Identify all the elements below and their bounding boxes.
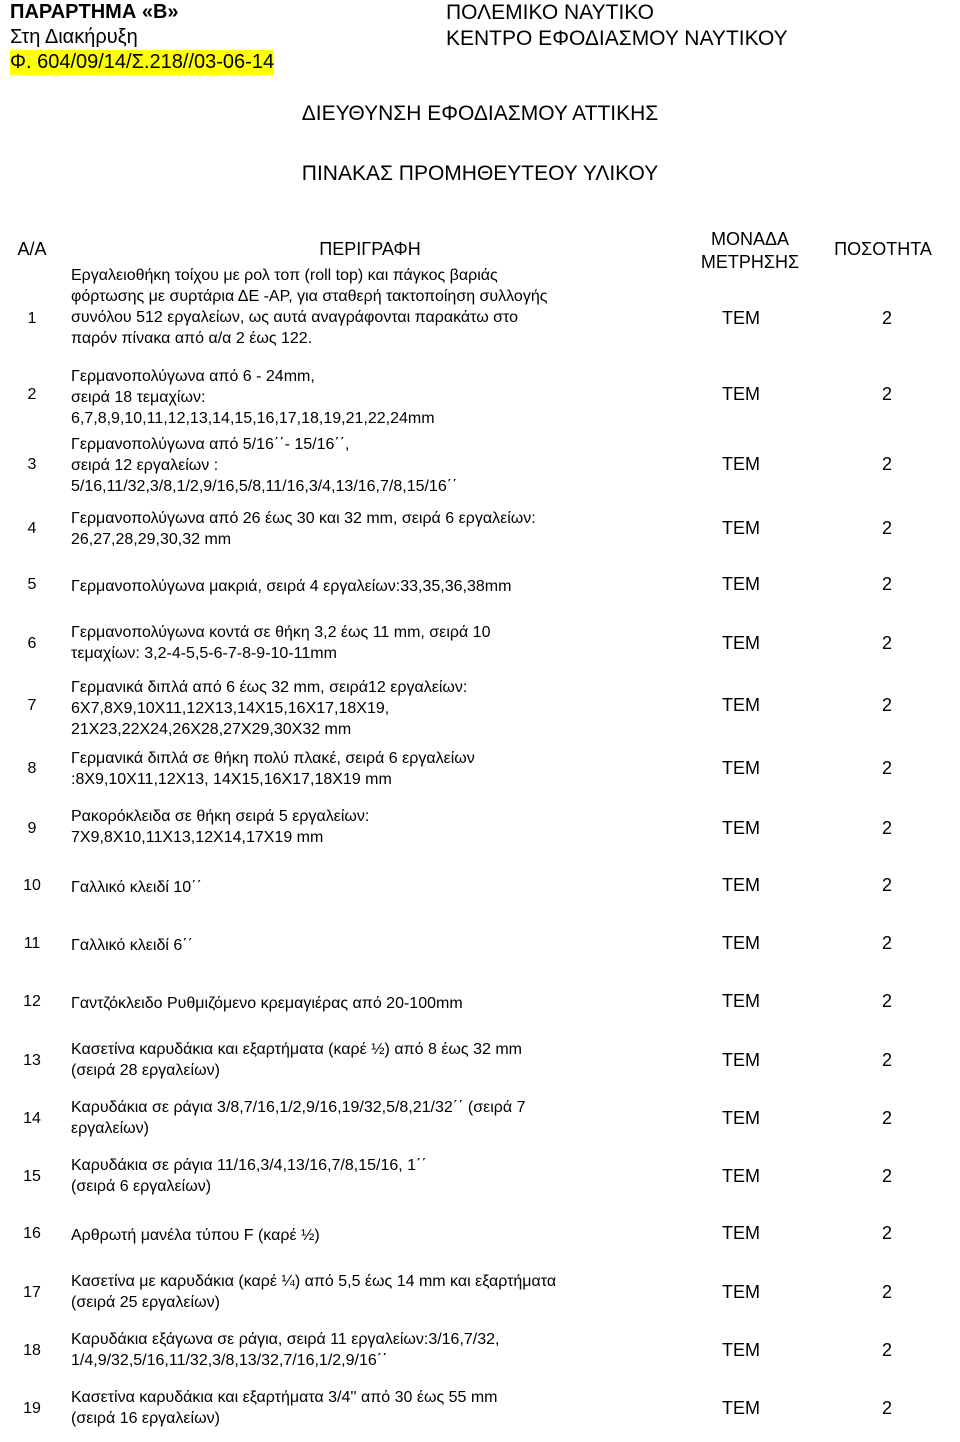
- row-number: 5: [27, 576, 37, 593]
- row-unit: ΤΕΜ: [722, 695, 760, 715]
- row-quantity: 2: [882, 1050, 893, 1070]
- row-quantity: 2: [882, 633, 893, 653]
- row-description-line: Γερμανοπολύγωνα κοντά σε θήκη 3,2 έως 11 mm, σειρά 10: [71, 624, 491, 641]
- row-description-line: 6,7,8,9,10,11,12,13,14,15,16,17,18,19,21,22,24mm: [71, 410, 435, 427]
- row-quantity: 2: [882, 875, 893, 895]
- row-description-line: Καρυδάκια σε ράγια 11/16,3/4,13/16,7/8,15/16, 1΄΄: [71, 1157, 427, 1174]
- row-unit: ΤΕΜ: [722, 1108, 760, 1128]
- row-description-line: 1/4,9/32,5/16,11/32,3/8,13/32,7/16,1/2,9/16΄΄: [71, 1352, 388, 1369]
- row-unit: ΤΕΜ: [722, 1282, 760, 1302]
- row-description: [71, 1039, 671, 1081]
- row-quantity: 2: [882, 1223, 893, 1243]
- row-unit: ΤΕΜ: [722, 1398, 760, 1418]
- row-number: 11: [23, 935, 41, 952]
- row-description: [71, 806, 671, 848]
- row-description-line: (σειρά 6 εργαλείων): [71, 1178, 212, 1195]
- row-quantity: 2: [882, 454, 893, 474]
- supply-center-label: ΚΕΝΤΡΟ ΕΦΟΔΙΑΣΜΟΥ ΝΑΥΤΙΚΟΥ: [446, 27, 788, 50]
- row-description-line: 5/16,11/32,3/8,1/2,9/16,5/8,11/16,3/4,13/16,7/8,15/16΄΄: [71, 478, 458, 495]
- direction-title: ΔΙΕΥΘΥΝΣΗ ΕΦΟΔΙΑΣΜΟΥ ΑΤΤΙΚΗΣ: [301, 102, 659, 125]
- row-description-line: (σειρά 16 εργαλείων): [71, 1410, 220, 1427]
- row-description-line: Κασετίνα με καρυδάκια (καρέ ¼) από 5,5 έως 14 mm και εξαρτήματα: [71, 1273, 557, 1290]
- row-number: 19: [23, 1400, 41, 1417]
- navy-label: ΠΟΛΕΜΙΚΟ ΝΑΥΤΙΚΟ: [446, 1, 654, 24]
- row-description: [71, 576, 671, 597]
- row-description: [71, 1225, 671, 1246]
- row-number: 16: [23, 1225, 41, 1242]
- row-description-line: :8X9,10X11,12X13, 14X15,16X17,18X19 mm: [71, 771, 392, 788]
- document-header-left: [10, 0, 274, 75]
- row-number: 1: [27, 310, 37, 327]
- row-unit: ΤΕΜ: [722, 991, 760, 1011]
- row-description-line: συνόλου 512 εργαλείων, ως αυτά αναγράφονται παρακάτω στο: [71, 309, 519, 326]
- row-description-line: Γερμανικά διπλά από 6 έως 32 mm, σειρά12 εργαλείων:: [71, 679, 468, 696]
- row-unit: ΤΕΜ: [722, 384, 760, 404]
- row-description-line: Εργαλειοθήκη τοίχου με ρολ τοπ (roll top) και πάγκος βαριάς: [71, 267, 498, 284]
- row-unit: ΤΕΜ: [722, 1050, 760, 1070]
- row-description-line: Γερμανοπολύγωνα από 6 - 24mm,: [71, 368, 315, 385]
- row-description: [71, 622, 671, 664]
- row-description: [71, 265, 671, 349]
- row-number: 3: [27, 456, 37, 473]
- row-description-line: Γαλλικό κλειδί 10΄΄: [71, 879, 202, 896]
- row-quantity: 2: [882, 574, 893, 594]
- row-number: 10: [23, 877, 41, 894]
- row-quantity: 2: [882, 1282, 893, 1302]
- row-description-line: Κασετίνα καρυδάκια και εξαρτήματα 3/4'' από 30 έως 55 mm: [71, 1389, 498, 1406]
- row-description: [71, 1329, 671, 1371]
- row-number: 12: [23, 993, 41, 1010]
- row-description-line: Γερμανοπολύγωνα από 5/16΄΄- 15/16΄΄,: [71, 436, 350, 453]
- row-quantity: 2: [882, 818, 893, 838]
- row-description: [71, 1387, 671, 1429]
- row-number: 17: [23, 1284, 41, 1301]
- row-description: [71, 366, 671, 429]
- row-description-line: 26,27,28,29,30,32 mm: [71, 531, 232, 548]
- row-unit: ΤΕΜ: [722, 933, 760, 953]
- row-description: [71, 508, 671, 550]
- row-quantity: 2: [882, 991, 893, 1011]
- row-unit: ΤΕΜ: [722, 818, 760, 838]
- row-quantity: 2: [882, 1166, 893, 1186]
- row-description: [71, 677, 671, 740]
- row-unit: ΤΕΜ: [722, 454, 760, 474]
- column-header-aa: Α/Α: [17, 239, 47, 259]
- row-description-line: Κασετίνα καρυδάκια και εξαρτήματα (καρέ ½) από 8 έως 32 mm: [71, 1041, 522, 1058]
- row-quantity: 2: [882, 758, 893, 778]
- row-unit: ΤΕΜ: [722, 758, 760, 778]
- row-description-line: (σειρά 25 εργαλείων): [71, 1294, 220, 1311]
- row-quantity: 2: [882, 1108, 893, 1128]
- row-description-line: Γαλλικό κλειδί 6΄΄: [71, 937, 193, 954]
- row-description-line: Γαντζόκλειδο Ρυθμιζόμενο κρεμαγιέρας από 20-100mm: [71, 995, 463, 1012]
- row-description-line: σειρά 12 εργαλείων :: [71, 457, 219, 474]
- row-description-line: Γερμανικά διπλά σε θήκη πολύ πλακέ, σειρά 6 εργαλείων: [71, 750, 475, 767]
- row-number: 18: [23, 1342, 41, 1359]
- row-quantity: 2: [882, 695, 893, 715]
- reference-number: Φ. 604/09/14/Σ.218//03-06-14: [10, 51, 275, 73]
- column-header-quantity: ΠΟΣΟΤΗΤΑ: [834, 239, 932, 259]
- row-unit: ΤΕΜ: [722, 518, 760, 538]
- row-description-line: 7X9,8X10,11X13,12X14,17X19 mm: [71, 829, 324, 846]
- row-description-line: Ρακορόκλειδα σε θήκη σειρά 5 εργαλείων:: [71, 808, 370, 825]
- row-number: 13: [23, 1052, 41, 1069]
- row-unit: ΤΕΜ: [722, 574, 760, 594]
- row-description-line: Καρυδάκια σε ράγια 3/8,7/16,1/2,9/16,19/32,5/8,21/32΄΄ (σειρά 7: [71, 1099, 526, 1116]
- row-description: [71, 1271, 671, 1313]
- row-description: [71, 1097, 671, 1139]
- row-description-line: (σειρά 28 εργαλείων): [71, 1062, 220, 1079]
- row-quantity: 2: [882, 1340, 893, 1360]
- row-description: [71, 748, 671, 790]
- row-number: 15: [23, 1168, 41, 1185]
- document-header-right: [446, 0, 788, 52]
- row-description-line: Γερμανοπολύγωνα από 26 έως 30 και 32 mm, σειρά 6 εργαλείων:: [71, 510, 536, 527]
- row-description-line: Αρθρωτή μανέλα τύπου F (καρέ ½): [71, 1227, 320, 1244]
- row-number: 14: [23, 1110, 41, 1127]
- row-number: 4: [27, 520, 37, 537]
- row-description-line: παρόν πίνακα από α/α 2 έως 122.: [71, 330, 313, 347]
- table-title: ΠΙΝΑΚΑΣ ΠΡΟΜΗΘΕΥΤΕΟΥ ΥΛΙΚΟΥ: [301, 162, 659, 185]
- row-unit: ΤΕΜ: [722, 633, 760, 653]
- row-unit: ΤΕΜ: [722, 1340, 760, 1360]
- row-description: [71, 935, 671, 956]
- declaration-label: Στη Διακήρυξη: [10, 26, 138, 48]
- row-description-line: 6X7,8X9,10X11,12X13,14X15,16X17,18X19,: [71, 700, 390, 717]
- column-header-unit-line1: ΜΟΝΑΔΑ: [710, 229, 790, 249]
- row-quantity: 2: [882, 308, 893, 328]
- row-number: 6: [27, 635, 37, 652]
- column-header-description: ΠΕΡΙΓΡΑΦΗ: [319, 239, 421, 259]
- row-unit: ΤΕΜ: [722, 308, 760, 328]
- row-unit: ΤΕΜ: [722, 1223, 760, 1243]
- row-description-line: 21X23,22X24,26X28,27X29,30X32 mm: [71, 721, 352, 738]
- row-description: [71, 993, 671, 1014]
- column-header-unit-line2: ΜΕΤΡΗΣΗΣ: [700, 252, 800, 272]
- row-number: 8: [27, 760, 37, 777]
- row-description-line: σειρά 18 τεμαχίων:: [71, 389, 206, 406]
- row-number: 2: [27, 386, 37, 403]
- row-unit: ΤΕΜ: [722, 1166, 760, 1186]
- row-description-line: Γερμανοπολύγωνα μακριά, σειρά 4 εργαλείων:33,35,36,38mm: [71, 578, 512, 595]
- row-quantity: 2: [882, 384, 893, 404]
- row-description-line: εργαλείων): [71, 1120, 149, 1137]
- row-number: 7: [27, 697, 37, 714]
- row-unit: ΤΕΜ: [722, 875, 760, 895]
- row-description-line: φόρτωσης με συρτάρια ΔΕ -ΑΡ, για σταθερή τακτοποίηση συλλογής: [71, 288, 548, 305]
- row-number: 9: [27, 820, 37, 837]
- row-quantity: 2: [882, 518, 893, 538]
- column-header-unit: [680, 228, 820, 274]
- row-description-line: τεμαχίων: 3,2-4-5,5-6-7-8-9-10-11mm: [71, 645, 337, 662]
- row-quantity: 2: [882, 1398, 893, 1418]
- annex-label: ΠΑΡΑΡΤΗΜΑ «Β»: [10, 1, 179, 23]
- row-description: [71, 877, 671, 898]
- row-description: [71, 434, 671, 497]
- row-description: [71, 1155, 671, 1197]
- row-quantity: 2: [882, 933, 893, 953]
- row-description-line: Καρυδάκια εξάγωνα σε ράγια, σειρά 11 εργαλείων:3/16,7/32,: [71, 1331, 500, 1348]
